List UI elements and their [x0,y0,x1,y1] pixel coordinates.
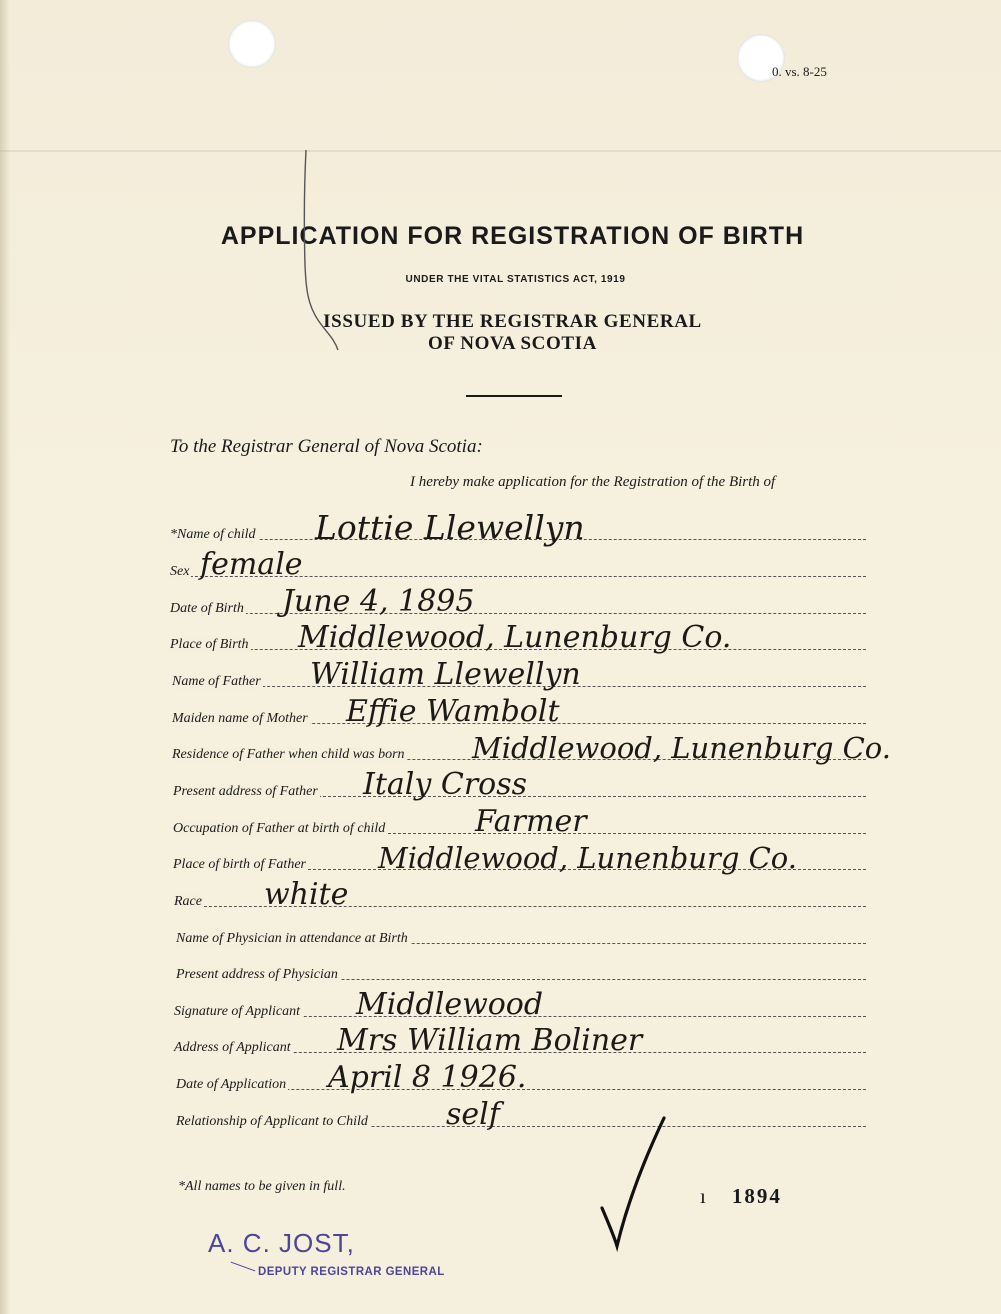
handwritten-value: Middlewood, Lunenburg Co. [298,620,732,655]
handwritten-value: Middlewood, Lunenburg Co. [378,841,797,875]
handwritten-value: female [200,547,303,582]
field-label: Date of Birth [170,601,244,616]
form-field-row [173,767,866,802]
field-label: Occupation of Father at birth of child [173,821,386,836]
salutation: To the Registrar General of Nova Scotia: [170,436,483,457]
handwritten-value: June 4, 1895 [282,584,475,619]
field-label: *Name of child [170,527,256,542]
form-number: 0. vs. 8-25 [772,64,827,79]
field-label: Race [174,894,202,909]
punch-hole-left [228,20,276,68]
registration-number: ı 1894 [700,1184,782,1208]
document-title: APPLICATION FOR REGISTRATION OF BIRTH [220,222,805,250]
preamble: I hereby make application for the Registration of the Birth of [410,474,776,490]
handwritten-value: self [446,1097,500,1132]
handwritten-value: Italy Cross [363,767,528,802]
form-field-row [173,841,866,875]
form-field-row [172,694,866,729]
form-field-row [170,620,866,655]
field-label: Place of birth of Father [173,857,306,872]
field-label: Relationship of Applicant to Child [176,1114,368,1129]
form-field-row [176,1060,866,1095]
handwritten-value: Middlewood, Lunenburg Co. [472,731,891,765]
form-field-row [174,1023,866,1058]
stamp-title: DEPUTY REGISTRAR GENERAL [258,1264,445,1278]
field-label: Address of Applicant [174,1040,291,1055]
field-label: Sex [170,564,190,579]
form-field-row [176,925,866,949]
handwritten-value: Effie Wambolt [346,694,560,729]
act-subtitle: UNDER THE VITAL STATISTICS ACT, 1919 [405,274,626,285]
issued-line-1: ISSUED BY THE REGISTRAR GENERAL [323,311,702,332]
field-label: Signature of Applicant [174,1004,300,1019]
handwritten-value: April 8 1926. [328,1060,527,1095]
form-field-row [170,508,866,547]
stamp-stroke [231,1262,256,1272]
field-label: Name of Physician in attendance at Birth [176,931,408,946]
paper-edge [0,0,10,1314]
form-field-row [173,804,866,839]
footnote: *All names to be given in full. [178,1179,346,1194]
field-label: Maiden name of Mother [172,711,308,726]
field-label: Place of Birth [170,637,249,652]
field-dotted-line [170,613,866,614]
issued-line-2: OF NOVA SCOTIA [428,333,597,354]
stamp-name: A. C. JOST, [208,1228,355,1258]
handwritten-value: Mrs William Boliner [337,1023,643,1058]
form-field-row [176,1097,866,1132]
handwritten-value: Middlewood [356,987,544,1022]
title-divider [466,395,562,397]
form-field-row [174,877,866,912]
handwritten-value: white [264,877,349,912]
form-field-row [172,731,891,765]
form-field-row [174,987,866,1022]
field-label: Residence of Father when child was born [172,747,405,762]
field-label: Date of Application [176,1077,287,1092]
field-label: Name of Father [172,674,261,689]
form-field-row [172,657,866,692]
issued-by [0,311,1001,355]
form-field-row [170,584,866,619]
form-field-row [176,961,866,985]
handwritten-value: Lottie Llewellyn [315,508,585,547]
field-label: Present address of Father [173,784,318,799]
field-label: Present address of Physician [176,967,338,982]
paper-fold [0,150,1001,152]
handwritten-value: William Llewellyn [310,657,581,692]
handwritten-value: Farmer [475,804,587,839]
form-field-row [170,547,866,582]
